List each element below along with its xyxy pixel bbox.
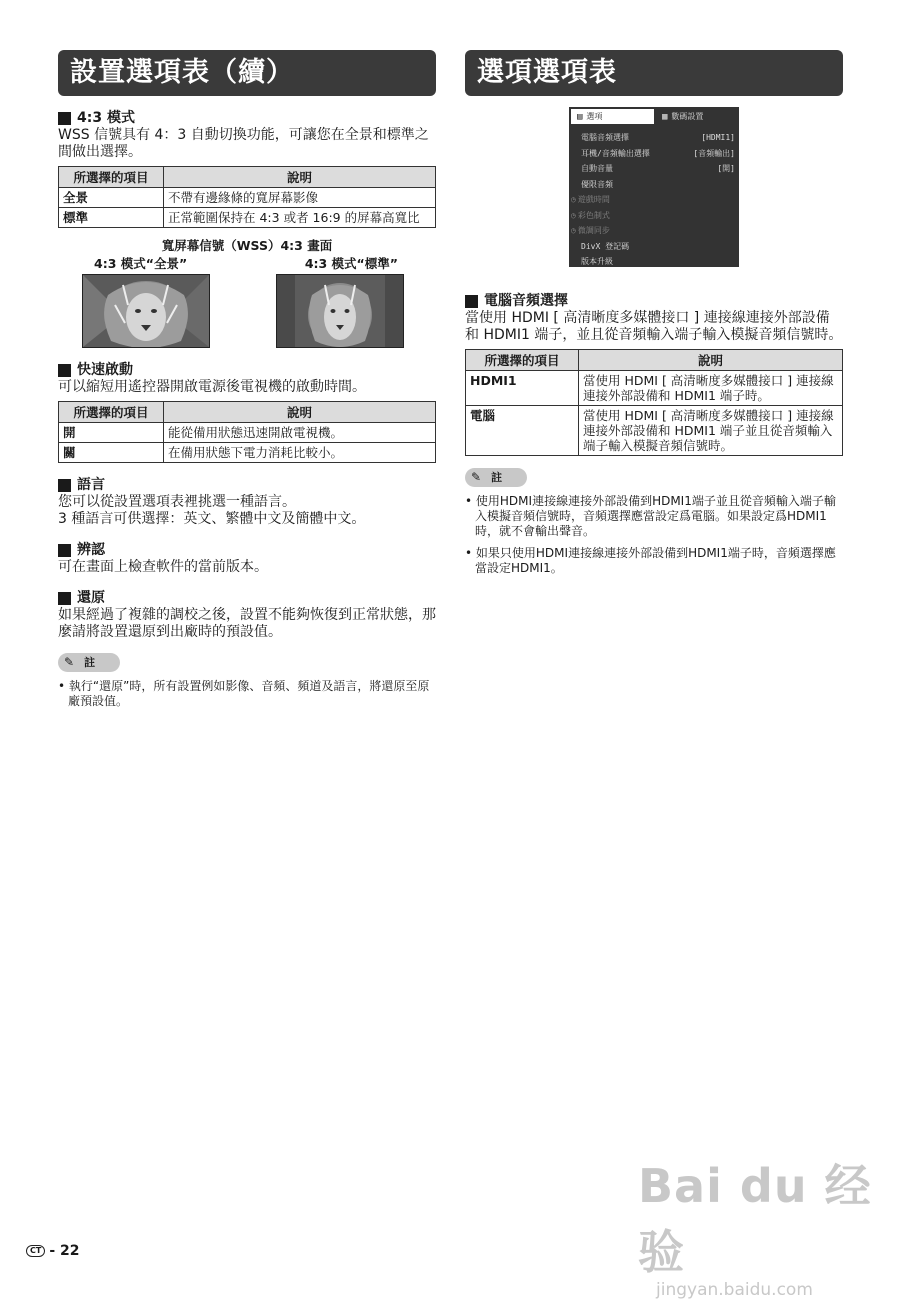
menu-item: ◷ 彩色制式: [571, 210, 610, 220]
heading-43-mode: 4:3 模式: [58, 110, 436, 127]
wss-label-normal: 4:3 模式“標準”: [304, 256, 398, 271]
wss-title: 寬屏幕信號（WSS）4:3 畫面: [161, 238, 333, 253]
watermark-url: jingyan.baidu.com: [656, 1280, 813, 1300]
menu-item: DivX 登記碼: [581, 241, 630, 251]
left-column: [58, 50, 436, 709]
right-column: [465, 50, 843, 576]
table-header-item: 所選擇的項目: [59, 402, 164, 423]
lion-image-full: [82, 274, 210, 348]
menu-item: 版本升級: [581, 257, 613, 266]
pencil-icon: ✎: [471, 470, 482, 484]
menu-item: 耳機/音頻輸出選擇 [音頻輸出]: [581, 148, 735, 158]
menu-item: 優限音頻: [581, 179, 613, 189]
desc-language-2: 3 種語言可供選擇：英文、繁體中文及簡體中文。: [58, 511, 366, 527]
table-row: 標準 正常範圍保持在 4:3 或者 16:9 的屏幕高寬比: [59, 208, 436, 228]
baidu-logo: Bai du 经验: [638, 1159, 872, 1279]
desc-identify: 可在畫面上檢查軟件的當前版本。: [58, 559, 268, 575]
page-footer: [26, 1243, 80, 1259]
table-row: 開 能從備用狀態迅速開啟電視機。: [59, 423, 436, 443]
menu-item: 自動音量 [開]: [581, 164, 735, 173]
desc-pc-audio: 當使用 HDMI [ 高清晰度多媒體接口 ] 連接線連接外部設備和 HDMI1 端子，並且從音頻輸入端子輸入模擬音頻信號時。: [465, 310, 843, 343]
table-header-desc: 說明: [164, 402, 436, 423]
square-bullet-icon: [58, 592, 71, 605]
ct-badge: CT: [26, 1245, 45, 1257]
table-row: HDMI1 當使用 HDMI [ 高清晰度多媒體接口 ] 連接線連接外部設備和 HDMI1 端子時。: [466, 371, 843, 406]
table-header-item: 所選擇的項目: [59, 167, 164, 188]
heading-quick-start: 快速啟動: [58, 362, 436, 379]
clock-icon: ◷: [571, 195, 576, 204]
table-pc-audio: [465, 349, 843, 456]
clock-icon: ◷: [571, 226, 576, 235]
note-item: • 執行“還原”時，所有設置例如影像、音頻、頻道及語言，將還原至原廠預設值。: [58, 679, 430, 708]
heading-pc-audio: 電腦音頻選擇: [465, 293, 843, 310]
desc-language-1: 您可以從設置選項表裡挑選一種語言。: [58, 494, 296, 510]
menu-item: ◷ 遊戲時間: [571, 195, 610, 204]
table-43-mode: [58, 166, 436, 228]
square-bullet-icon: [58, 479, 71, 492]
square-bullet-icon: [58, 112, 71, 125]
options-menu-screenshot: [569, 107, 739, 267]
menu-tab-options: ▤ 選項: [571, 109, 654, 124]
square-bullet-icon: [58, 364, 71, 377]
lion-image-normal: [276, 274, 404, 348]
note-item: • 如果只使用HDMI連接線連接外部設備到HDMI1端子時，音頻選擇應當設定HDMI1。: [465, 546, 836, 575]
table-row: 電腦 當使用 HDMI [ 高清晰度多媒體接口 ] 連接線連接外部設備和 HDMI1 端子並且從音頻輸入端子輸入模擬音頻信號時。: [466, 406, 843, 456]
clock-icon: ◷: [571, 210, 576, 220]
document-icon: ▤: [577, 111, 583, 122]
page-number: - 22: [49, 1243, 80, 1259]
heading-reset: 還原: [58, 590, 436, 607]
square-bullet-icon: [58, 544, 71, 557]
antenna-icon: ▦: [662, 111, 668, 122]
left-page-title: 設置選項表（續）: [58, 50, 436, 96]
pencil-icon: ✎: [64, 655, 75, 669]
menu-tab-digital: ▦ 數碼設置: [662, 111, 704, 122]
table-header-desc: 說明: [164, 167, 436, 188]
heading-identify: 辨認: [58, 542, 436, 559]
note-badge: ✎ 註: [58, 653, 120, 672]
desc-quick-start: 可以縮短用遙控器開啟電源後電視機的啟動時間。: [58, 379, 366, 395]
table-header-desc: 說明: [579, 350, 843, 371]
baidu-watermark: [638, 1150, 910, 1300]
menu-item: 電腦音頻選擇 [HDMI1]: [581, 133, 735, 142]
right-page-title: 選項選項表: [465, 50, 843, 96]
desc-43-mode: WSS 信號具有 4：3 自動切換功能，可讓您在全景和標準之間做出選擇。: [58, 127, 429, 160]
table-row: 全景 不帶有邊緣條的寬屏幕影像: [59, 188, 436, 208]
wss-label-full: 4:3 模式“全景”: [94, 256, 188, 271]
table-row: 關 在備用狀態下電力消耗比較小。: [59, 443, 436, 463]
table-quick-start: [58, 401, 436, 463]
table-header-item: 所選擇的項目: [466, 350, 579, 371]
square-bullet-icon: [465, 295, 478, 308]
heading-language: 語言: [58, 477, 436, 494]
desc-reset: 如果經過了複雜的調校之後，設置不能夠恢復到正常狀態，那麼請將設置還原到出廠時的預設值。: [58, 607, 436, 640]
note-item: • 使用HDMI連接線連接外部設備到HDMI1端子並且從音頻輸入端子輸入模擬音頻信號時，音頻選擇應當設定爲電腦。如果設定爲HDMI1時，就不會輸出聲音。: [465, 494, 836, 538]
note-badge: ✎ 註: [465, 468, 527, 487]
menu-item: ◷ 微調同步: [571, 226, 610, 235]
